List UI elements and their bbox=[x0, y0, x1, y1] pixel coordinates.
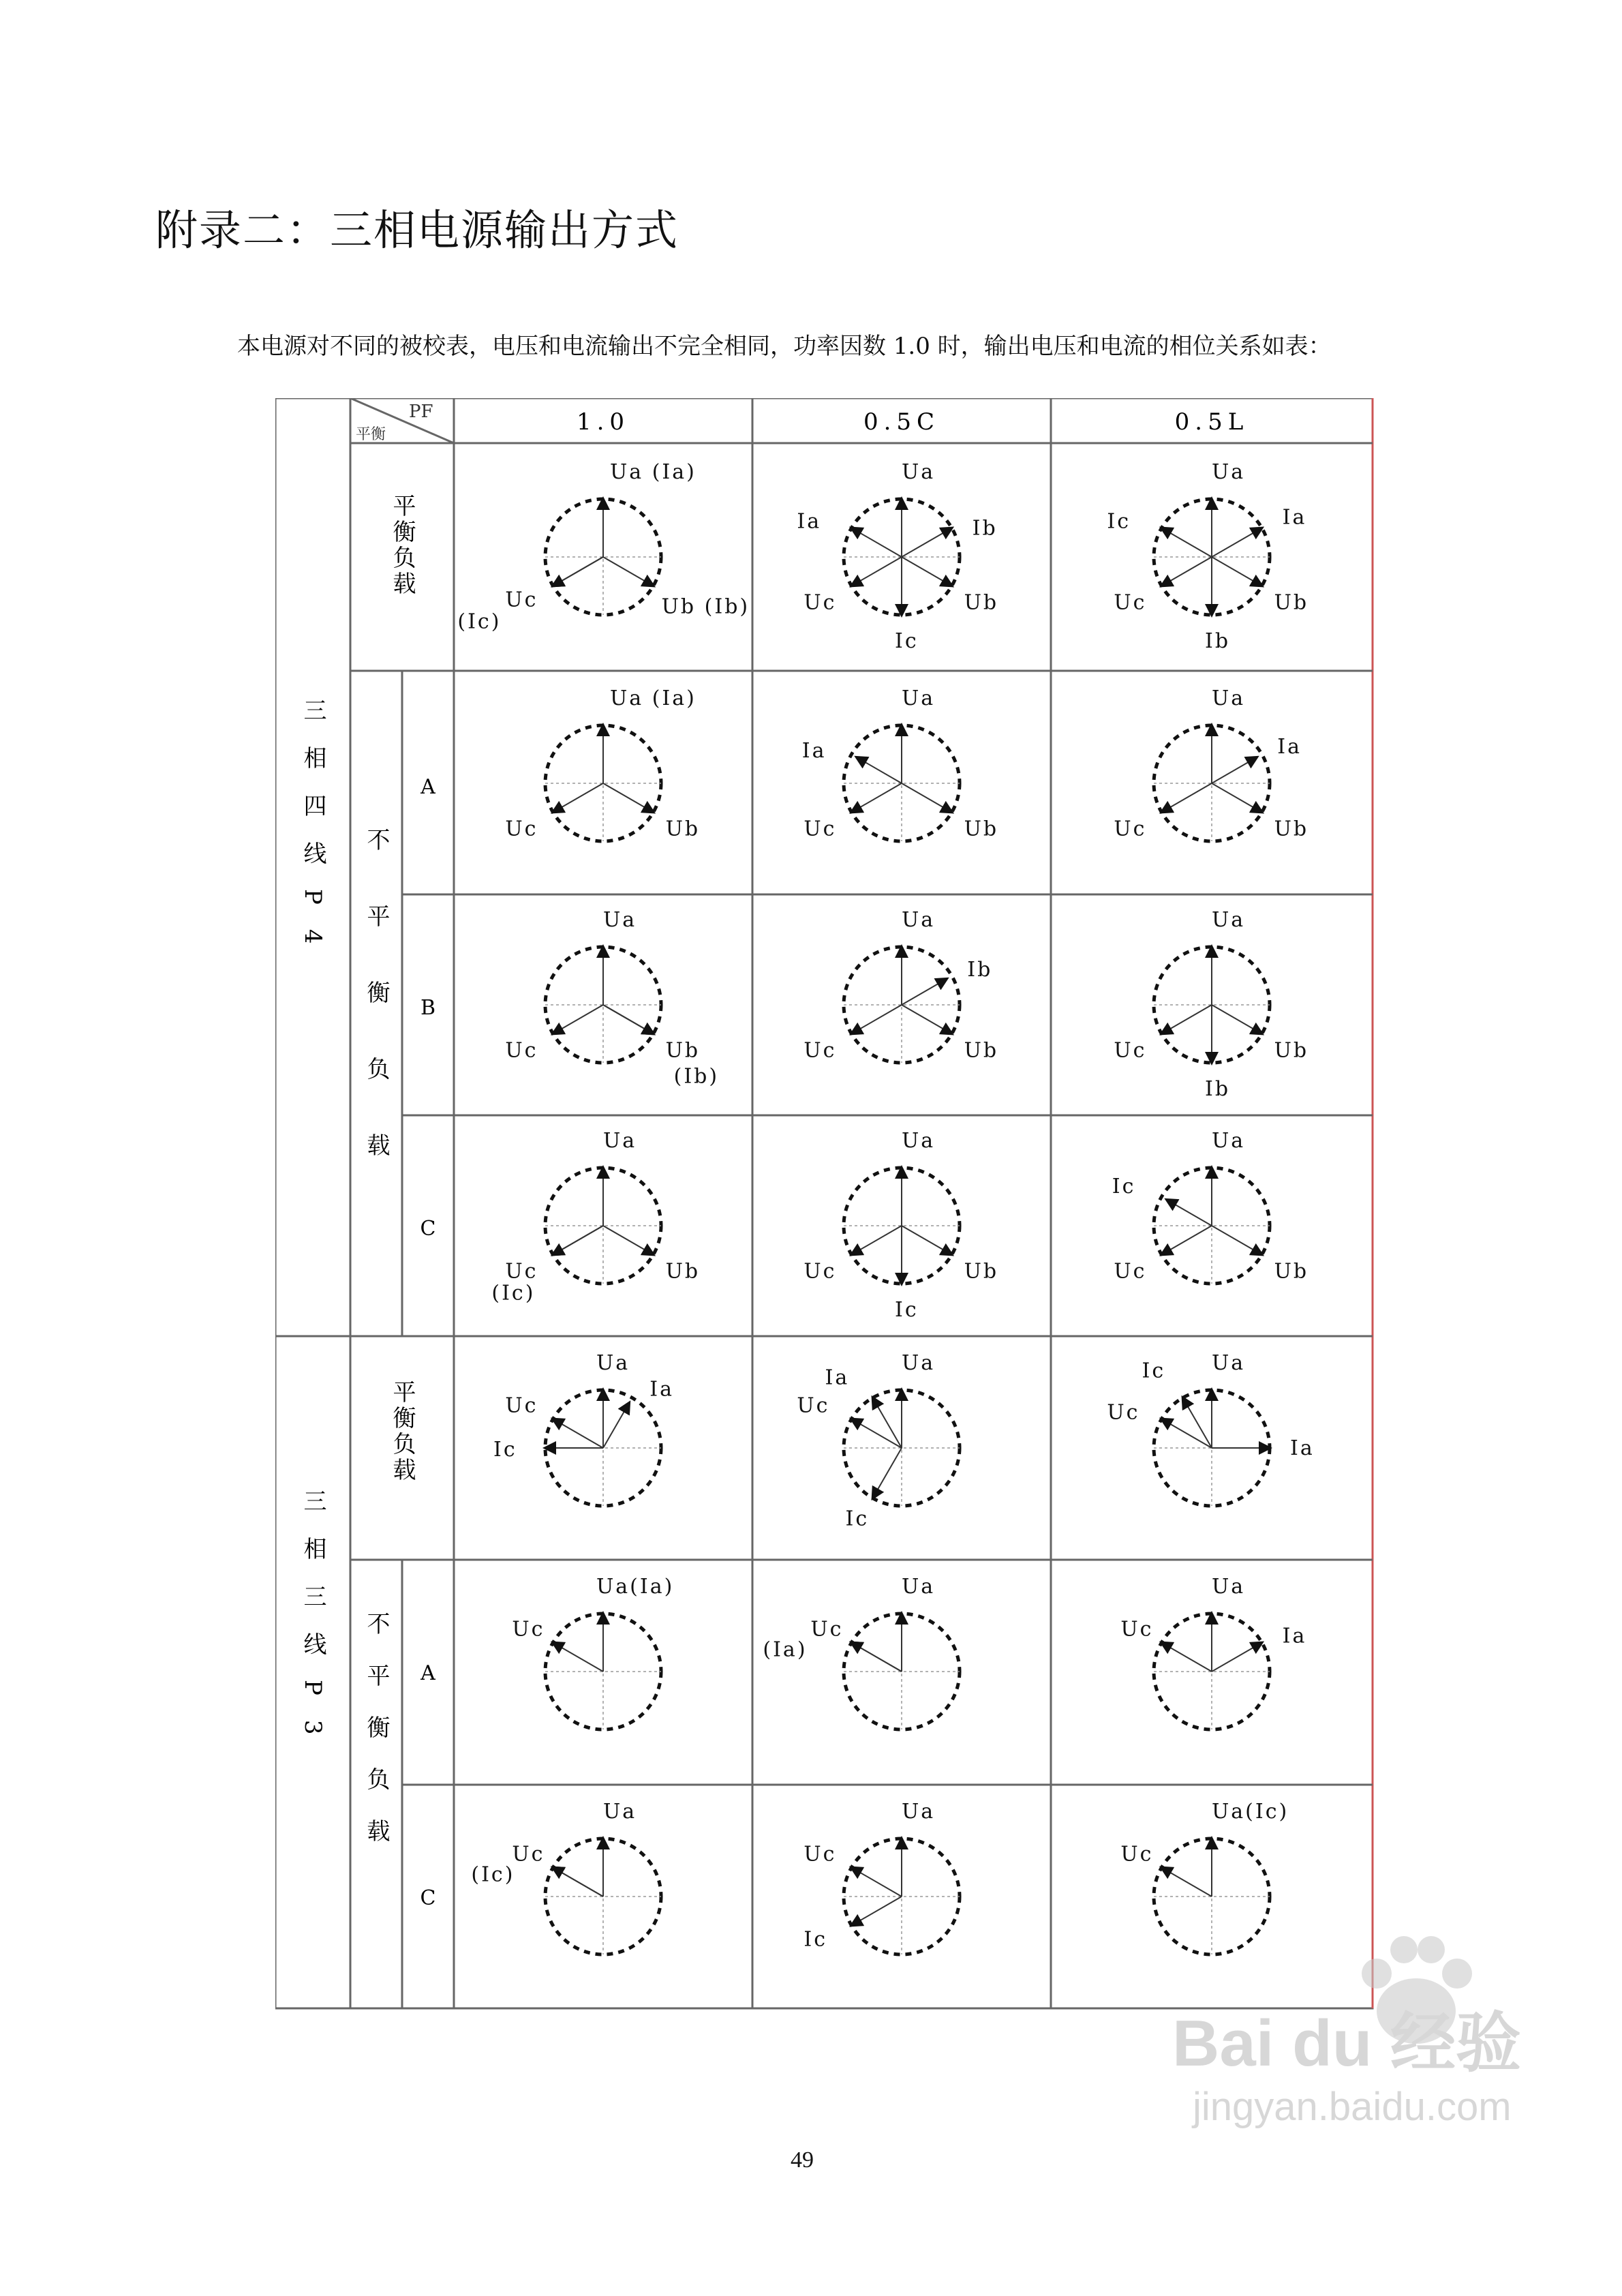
group-label-p4: 三相四线P4 bbox=[299, 698, 326, 969]
label-uc: Uc bbox=[1114, 590, 1147, 615]
phasor-diagrams bbox=[457, 460, 1314, 1954]
phasor-uc bbox=[851, 1005, 902, 1034]
label-ic: Ic bbox=[1112, 1174, 1136, 1198]
phasor-diagram-r5c3 bbox=[1107, 1351, 1314, 1506]
group-label-p3: 三相三线P3 bbox=[299, 1489, 326, 1759]
label-ic: Ic bbox=[1142, 1359, 1166, 1383]
label-ub: Ub bbox=[964, 1259, 999, 1284]
phasor-ib bbox=[603, 1005, 654, 1034]
label-uc: Uc bbox=[804, 590, 837, 615]
baidu-watermark bbox=[1172, 1909, 1595, 2134]
label-ua: Ua bbox=[902, 686, 936, 710]
phasor-diagram-r2c2 bbox=[802, 686, 998, 841]
label-ic: Ic bbox=[895, 1298, 919, 1322]
phasor-ub bbox=[603, 783, 654, 813]
phasor-ub bbox=[1212, 1005, 1262, 1034]
row-label-b-p4: B bbox=[420, 996, 436, 1020]
phasor-uc bbox=[553, 1419, 603, 1449]
phasor-uc bbox=[851, 1419, 902, 1449]
phasor-ub bbox=[1212, 557, 1262, 586]
label-ia: Ia bbox=[801, 738, 827, 763]
label-ib: Ib bbox=[1205, 629, 1231, 653]
column-header-0-5l: 0.5L bbox=[1174, 408, 1249, 436]
phasor-diagram-r1c3 bbox=[1107, 460, 1309, 653]
label-uc: Uc bbox=[804, 1842, 837, 1867]
phasor-diagram-r5c1 bbox=[493, 1351, 674, 1506]
phasor-uc bbox=[1161, 1419, 1212, 1449]
row-label-c-p4: C bbox=[420, 1217, 436, 1241]
label-uc: Uc bbox=[505, 1259, 538, 1284]
phasor-ic bbox=[1167, 1200, 1212, 1226]
label-ib: Ib bbox=[1205, 1077, 1231, 1101]
label-ua: Ua bbox=[1212, 1575, 1246, 1599]
label-ic: Ic bbox=[895, 629, 919, 653]
phasor-ub bbox=[902, 557, 952, 586]
label-ic: (Ic) bbox=[491, 1281, 536, 1305]
balanced-load-label-p3: 平衡负载 bbox=[388, 1380, 416, 1483]
label-ib: Ib bbox=[972, 516, 998, 541]
watermark-url: jingyan.baidu.com bbox=[1193, 2085, 1512, 2129]
label-ub: Ub bbox=[964, 817, 999, 841]
label-ub: Ub bbox=[964, 590, 999, 615]
label-ub: Ub bbox=[1274, 1038, 1309, 1063]
label-ic: (Ic) bbox=[457, 609, 502, 634]
label-ub: Ub bbox=[1274, 817, 1309, 841]
label-uc: Uc bbox=[810, 1617, 844, 1642]
label-uc: Uc bbox=[797, 1393, 830, 1418]
label-uc: Uc bbox=[1120, 1617, 1154, 1642]
phasor-diagram-r3c1 bbox=[505, 908, 719, 1089]
phasor-diagram-r5c2 bbox=[797, 1351, 960, 1531]
label-ua: Ua bbox=[1212, 460, 1246, 484]
column-header-0-5c: 0.5C bbox=[863, 408, 940, 436]
label-ia: (Ia) bbox=[763, 1637, 808, 1662]
phasor-ic bbox=[1161, 528, 1212, 558]
header-pf: PF bbox=[409, 402, 433, 422]
label-uc: Uc bbox=[505, 1393, 538, 1418]
label-ia: Ia bbox=[797, 509, 822, 534]
watermark-brand: Bai du 经验 bbox=[1172, 2007, 1522, 2080]
label-ia: Ia bbox=[1290, 1436, 1315, 1460]
row-label-c-p3: C bbox=[420, 1886, 436, 1910]
phasor-diagram-r2c3 bbox=[1114, 686, 1309, 841]
unbalanced-load-label-p4: 不平衡负载 bbox=[363, 828, 390, 1209]
header-balance: 平衡 bbox=[356, 426, 386, 443]
label-ua: Ua bbox=[1212, 1129, 1246, 1153]
label-uc: Uc bbox=[804, 1038, 837, 1063]
label-ua: Ua bbox=[902, 1129, 936, 1153]
phasor-diagram-r2c1 bbox=[505, 686, 700, 841]
phasor-ub bbox=[1212, 1226, 1262, 1255]
label-ia: Ia bbox=[1277, 734, 1302, 759]
label-ia: Ia bbox=[649, 1377, 674, 1402]
label-ub: Ub bbox=[665, 817, 701, 841]
label-ic: (Ic) bbox=[471, 1862, 515, 1887]
label-ia: Ia bbox=[825, 1365, 850, 1390]
label-uc: Uc bbox=[1120, 1842, 1154, 1867]
page-title: 附录二：三相电源输出方式 bbox=[155, 205, 679, 255]
label-ua: Ua bbox=[596, 1351, 630, 1375]
label-uc: Uc bbox=[505, 588, 538, 612]
label-ua: Ua bbox=[1212, 686, 1246, 710]
label-uc: Uc bbox=[512, 1617, 545, 1642]
label-ua: Ua bbox=[1212, 908, 1246, 932]
label-ib: Ib bbox=[967, 957, 993, 982]
phasor-ub bbox=[1212, 783, 1262, 813]
phasor-ub bbox=[603, 557, 654, 586]
label-ua: Ua bbox=[902, 908, 936, 932]
phasor-uc bbox=[851, 783, 902, 813]
balanced-load-label-p4: 平衡负载 bbox=[388, 494, 416, 597]
row-label-a-p4: A bbox=[420, 775, 435, 799]
phasor-uc bbox=[1161, 1005, 1212, 1034]
column-header-1-0: 1.0 bbox=[576, 408, 630, 436]
phasor-diagram-r4c3 bbox=[1112, 1129, 1309, 1284]
label-uc: Uc bbox=[1114, 1038, 1147, 1063]
label-ia: Ia bbox=[1282, 1624, 1307, 1648]
label-ua: Ua bbox=[603, 908, 637, 932]
phasor-ia bbox=[1212, 757, 1257, 783]
phasor-uc bbox=[1161, 783, 1212, 813]
phasor-uc bbox=[1161, 1226, 1212, 1255]
label-ub: Ub (Ib) bbox=[661, 594, 750, 619]
phasor-uc bbox=[553, 1005, 603, 1034]
label-ic: Ic bbox=[845, 1507, 870, 1531]
phasor-ub bbox=[603, 1226, 654, 1255]
label-uc: Uc bbox=[1114, 1259, 1147, 1284]
label-ua: Ua (Ia) bbox=[610, 460, 697, 484]
label-ua: Ua(Ia) bbox=[596, 1575, 675, 1599]
label-ia: Ia bbox=[1282, 505, 1307, 530]
row-label-a-p3: A bbox=[420, 1661, 435, 1685]
label-ub: Ub bbox=[964, 1038, 999, 1063]
label-uc: Uc bbox=[804, 1259, 837, 1284]
phasor-diagram-r7c1 bbox=[471, 1800, 661, 1954]
label-uc: Uc bbox=[505, 817, 538, 841]
label-uc: Uc bbox=[1114, 817, 1147, 841]
phasor-ic bbox=[873, 1448, 902, 1498]
phasor-diagram-r3c3 bbox=[1114, 908, 1309, 1101]
phasor-ic bbox=[553, 557, 603, 586]
phasor-uc bbox=[553, 783, 603, 813]
phasor-diagram-r6c2 bbox=[763, 1575, 960, 1729]
phasor-diagram-r6c3 bbox=[1120, 1575, 1306, 1729]
label-ua: Ua(Ic) bbox=[1212, 1800, 1289, 1824]
phasor-ic bbox=[553, 1868, 603, 1897]
label-ua: Ua bbox=[603, 1800, 637, 1824]
phasor-ib bbox=[902, 979, 947, 1005]
phasor-ia bbox=[1212, 528, 1262, 558]
label-uc: Uc bbox=[1107, 1400, 1140, 1425]
phasor-uc bbox=[851, 1868, 902, 1897]
page-number: 49 bbox=[791, 2147, 814, 2173]
label-ic: Ic bbox=[493, 1438, 517, 1462]
label-ua: Ua bbox=[902, 1351, 936, 1375]
label-ic: Ic bbox=[804, 1927, 828, 1952]
phasor-ic bbox=[1183, 1398, 1212, 1448]
label-ub: Ub bbox=[1274, 590, 1309, 615]
label-ub: Ub bbox=[665, 1038, 701, 1063]
phasor-ub bbox=[902, 1005, 952, 1034]
phasor-diagram-r4c1 bbox=[491, 1129, 700, 1305]
phasor-ic bbox=[553, 1226, 603, 1255]
unbalanced-load-label-p3: 不平衡负载 bbox=[363, 1612, 390, 1871]
phasor-ib bbox=[902, 528, 952, 558]
phasor-ub bbox=[902, 1226, 952, 1255]
label-ua: Ua bbox=[902, 1800, 936, 1824]
phasor-diagram-r6c1 bbox=[512, 1575, 674, 1729]
phasor-ia bbox=[851, 528, 902, 558]
label-ua: Ua bbox=[902, 1575, 936, 1599]
phasor-ia bbox=[1212, 1643, 1262, 1672]
phasor-uc bbox=[1161, 1868, 1212, 1897]
intro-paragraph: 本电源对不同的被校表，电压和电流输出不完全相同，功率因数 1.0 时，输出电压和电流的相位关系如表： bbox=[237, 333, 1332, 360]
label-ua: Ua bbox=[1212, 1351, 1246, 1375]
phasor-uc bbox=[851, 557, 902, 586]
label-ic: Ic bbox=[1107, 509, 1131, 534]
phasor-ub bbox=[902, 783, 952, 813]
phasor-uc bbox=[1161, 557, 1212, 586]
label-ua: Ua bbox=[902, 460, 936, 484]
phasor-diagram-r3c2 bbox=[804, 908, 998, 1063]
label-ua: Ua bbox=[603, 1129, 637, 1153]
phasor-ia bbox=[603, 1403, 629, 1448]
label-ub: Ub bbox=[665, 1259, 701, 1284]
phase-table bbox=[275, 398, 1379, 2021]
phasor-uc bbox=[1161, 1643, 1212, 1672]
phasor-diagram-r1c2 bbox=[797, 460, 998, 653]
phasor-diagram-r1c1 bbox=[457, 460, 750, 634]
label-uc: Uc bbox=[505, 1038, 538, 1063]
label-ib: (Ib) bbox=[673, 1064, 720, 1089]
label-ub: Ub bbox=[1274, 1259, 1309, 1284]
phasor-diagram-r7c2 bbox=[804, 1800, 960, 1954]
phasor-ia bbox=[873, 1398, 902, 1448]
phasor-uc bbox=[851, 1226, 902, 1255]
phasor-ia bbox=[857, 757, 902, 783]
label-ua: Ua (Ia) bbox=[610, 686, 697, 710]
label-uc: Uc bbox=[512, 1842, 545, 1867]
label-uc: Uc bbox=[804, 817, 837, 841]
phasor-diagram-r4c2 bbox=[804, 1129, 998, 1322]
phasor-ia bbox=[851, 1643, 902, 1672]
phasor-uc bbox=[553, 1643, 603, 1672]
phasor-ic bbox=[851, 1897, 902, 1926]
